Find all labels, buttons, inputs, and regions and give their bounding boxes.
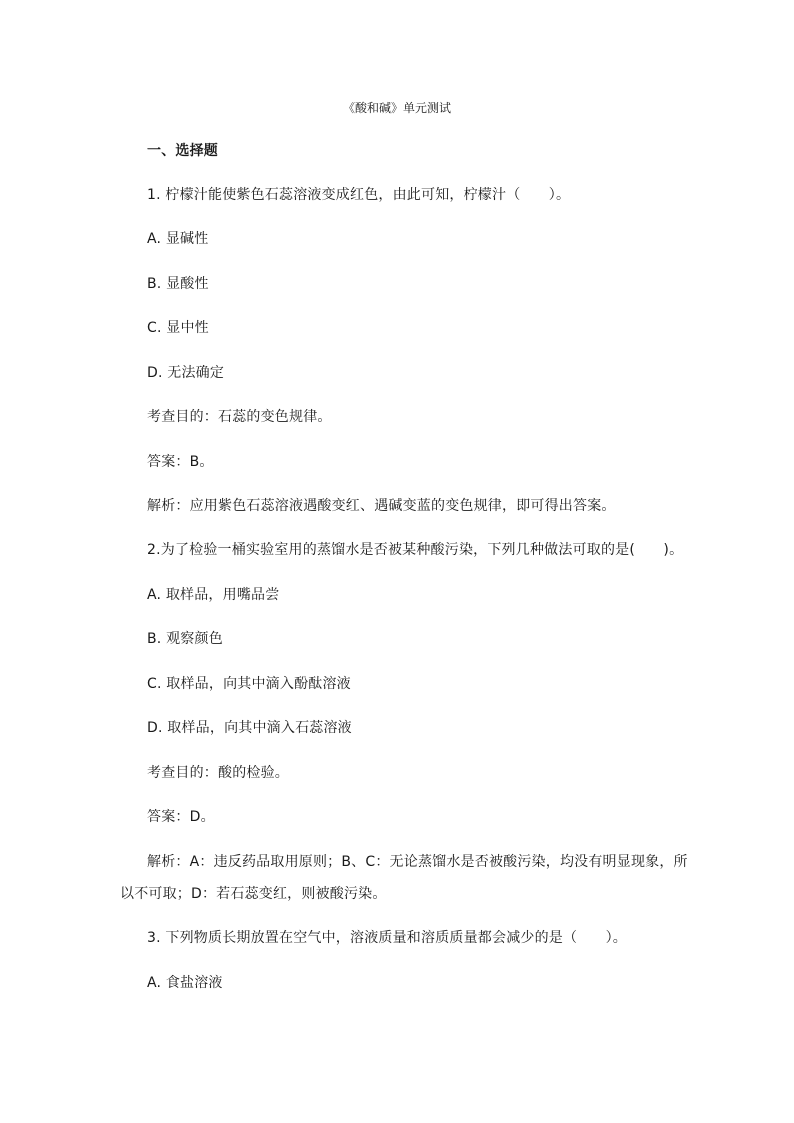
question-2-objective: 考查目的：酸的检验。 bbox=[147, 765, 289, 781]
question-2-option-b: B. 观察颜色 bbox=[147, 631, 223, 647]
question-1-option-c: C. 显中性 bbox=[147, 320, 209, 336]
section-heading: 一、选择题 bbox=[147, 143, 218, 159]
question-3-stem: 3. 下列物质长期放置在空气中，溶液质量和溶质质量都会减少的是（ ）。 bbox=[147, 930, 628, 946]
question-2-stem: 2.为了检验一桶实验室用的蒸馏水是否被某种酸污染，下列几种做法可取的是( )。 bbox=[147, 542, 684, 558]
question-2-analysis-line-1: 解析：A：违反药品取用原则；B、C：无论蒸馏水是否被酸污染，均没有明显现象，所 bbox=[147, 854, 688, 870]
question-1-stem: 1. 柠檬汁能使紫色石蕊溶液变成红色，由此可知，柠檬汁（ ）。 bbox=[147, 187, 571, 203]
question-2-analysis-line-2: 以不可取；D：若石蕊变红，则被酸污染。 bbox=[120, 886, 387, 902]
question-1-analysis: 解析：应用紫色石蕊溶液遇酸变红、遇碱变蓝的变色规律，即可得出答案。 bbox=[147, 498, 616, 514]
question-1-objective: 考查目的：石蕊的变色规律。 bbox=[147, 409, 332, 425]
question-1-answer: 答案：B。 bbox=[147, 454, 214, 470]
document-title: 《酸和碱》单元测试 bbox=[342, 101, 451, 115]
question-1-option-a: A. 显碱性 bbox=[147, 231, 209, 247]
question-1-option-b: B. 显酸性 bbox=[147, 276, 209, 292]
question-2-option-d: D. 取样品，向其中滴入石蕊溶液 bbox=[147, 720, 352, 736]
question-2-option-a: A. 取样品，用嘴品尝 bbox=[147, 587, 280, 603]
question-3-option-a: A. 食盐溶液 bbox=[147, 975, 223, 991]
question-1-option-d: D. 无法确定 bbox=[147, 365, 225, 381]
question-2-option-c: C. 取样品，向其中滴入酚酞溶液 bbox=[147, 676, 351, 692]
question-2-answer: 答案：D。 bbox=[147, 809, 215, 825]
